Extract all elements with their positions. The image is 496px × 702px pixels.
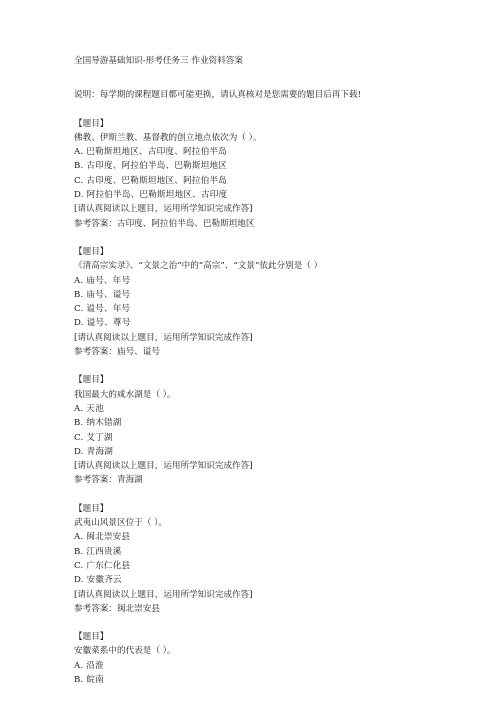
option-a: A. 沿淮 bbox=[74, 660, 104, 671]
question-answer: 参考答案：青海湖 bbox=[74, 475, 143, 486]
question-block bbox=[74, 117, 456, 231]
question-instruction: [请认真阅读以上题目，运用所学知识完成作答] bbox=[74, 461, 253, 472]
question-header: 【题目】 bbox=[74, 503, 109, 514]
option-c: C. 广东仁化县 bbox=[74, 560, 131, 571]
option-b: B. 江西贵溪 bbox=[74, 546, 122, 557]
question-answer: 参考答案：古印度、阿拉伯半岛、巴勒斯坦地区 bbox=[74, 218, 255, 229]
question-header: 【题目】 bbox=[74, 375, 109, 386]
question-text: 佛教、伊斯兰教、基督教的创立地点依次为（ ）。 bbox=[74, 132, 262, 143]
question-block bbox=[74, 373, 456, 487]
question-instruction: [请认真阅读以上题目，运用所学知识完成作答] bbox=[74, 589, 253, 600]
question-header: 【题目】 bbox=[74, 246, 109, 257]
question-block bbox=[74, 502, 456, 616]
question-header: 【题目】 bbox=[74, 118, 109, 129]
question-text: 安徽菜系中的代表是（ ）。 bbox=[74, 646, 176, 657]
question-instruction: [请认真阅读以上题目，运用所学知识完成作答] bbox=[74, 204, 253, 215]
option-a: A. 闽北崇安县 bbox=[74, 532, 131, 543]
question-text: 武夷山风景区位于（ ）。 bbox=[74, 518, 167, 529]
option-b: B. 古印度、阿拉伯半岛、巴勒斯坦地区 bbox=[74, 161, 228, 172]
question-block bbox=[74, 245, 456, 359]
question-header: 【题目】 bbox=[74, 632, 109, 643]
question-block bbox=[74, 630, 456, 687]
option-a: A. 天池 bbox=[74, 403, 104, 414]
option-c: C. 古印度、巴勒斯坦地区、阿拉伯半岛 bbox=[74, 175, 228, 186]
option-d: D. 谥号、尊号 bbox=[74, 318, 131, 329]
question-instruction: [请认真阅读以上题目，运用所学知识完成作答] bbox=[74, 332, 253, 343]
question-text: 《清高宗实录》、“文景之治”中的“高宗”、“文景”依此分别是（ ） bbox=[74, 261, 323, 272]
option-b: B. 庙号、谥号 bbox=[74, 289, 131, 300]
option-b: B. 皖南 bbox=[74, 674, 104, 685]
option-a: A. 巴勒斯坦地区、古印度、阿拉伯半岛 bbox=[74, 147, 227, 158]
option-a: A. 庙号、年号 bbox=[74, 275, 131, 286]
option-b: B. 纳木错湖 bbox=[74, 418, 122, 429]
option-c: C. 谥号、年号 bbox=[74, 304, 131, 315]
question-text: 我国最大的咸水湖是（ ）。 bbox=[74, 389, 176, 400]
document-title: 全国导游基础知识-形考任务三 作业资料答案 bbox=[74, 56, 243, 66]
document-note: 说明：每学期的课程题目都可能更换，请认真核对是您需要的题目后再下载! bbox=[74, 90, 362, 101]
question-answer: 参考答案：庙号、谥号 bbox=[74, 347, 160, 358]
option-d: D. 安徽齐云 bbox=[74, 575, 122, 586]
option-d: D. 阿拉伯半岛、巴勒斯坦地区、古印度 bbox=[74, 190, 228, 201]
option-c: C. 艾丁湖 bbox=[74, 432, 113, 443]
question-answer: 参考答案：闽北崇安县 bbox=[74, 603, 160, 614]
option-d: D. 青海湖 bbox=[74, 446, 114, 457]
